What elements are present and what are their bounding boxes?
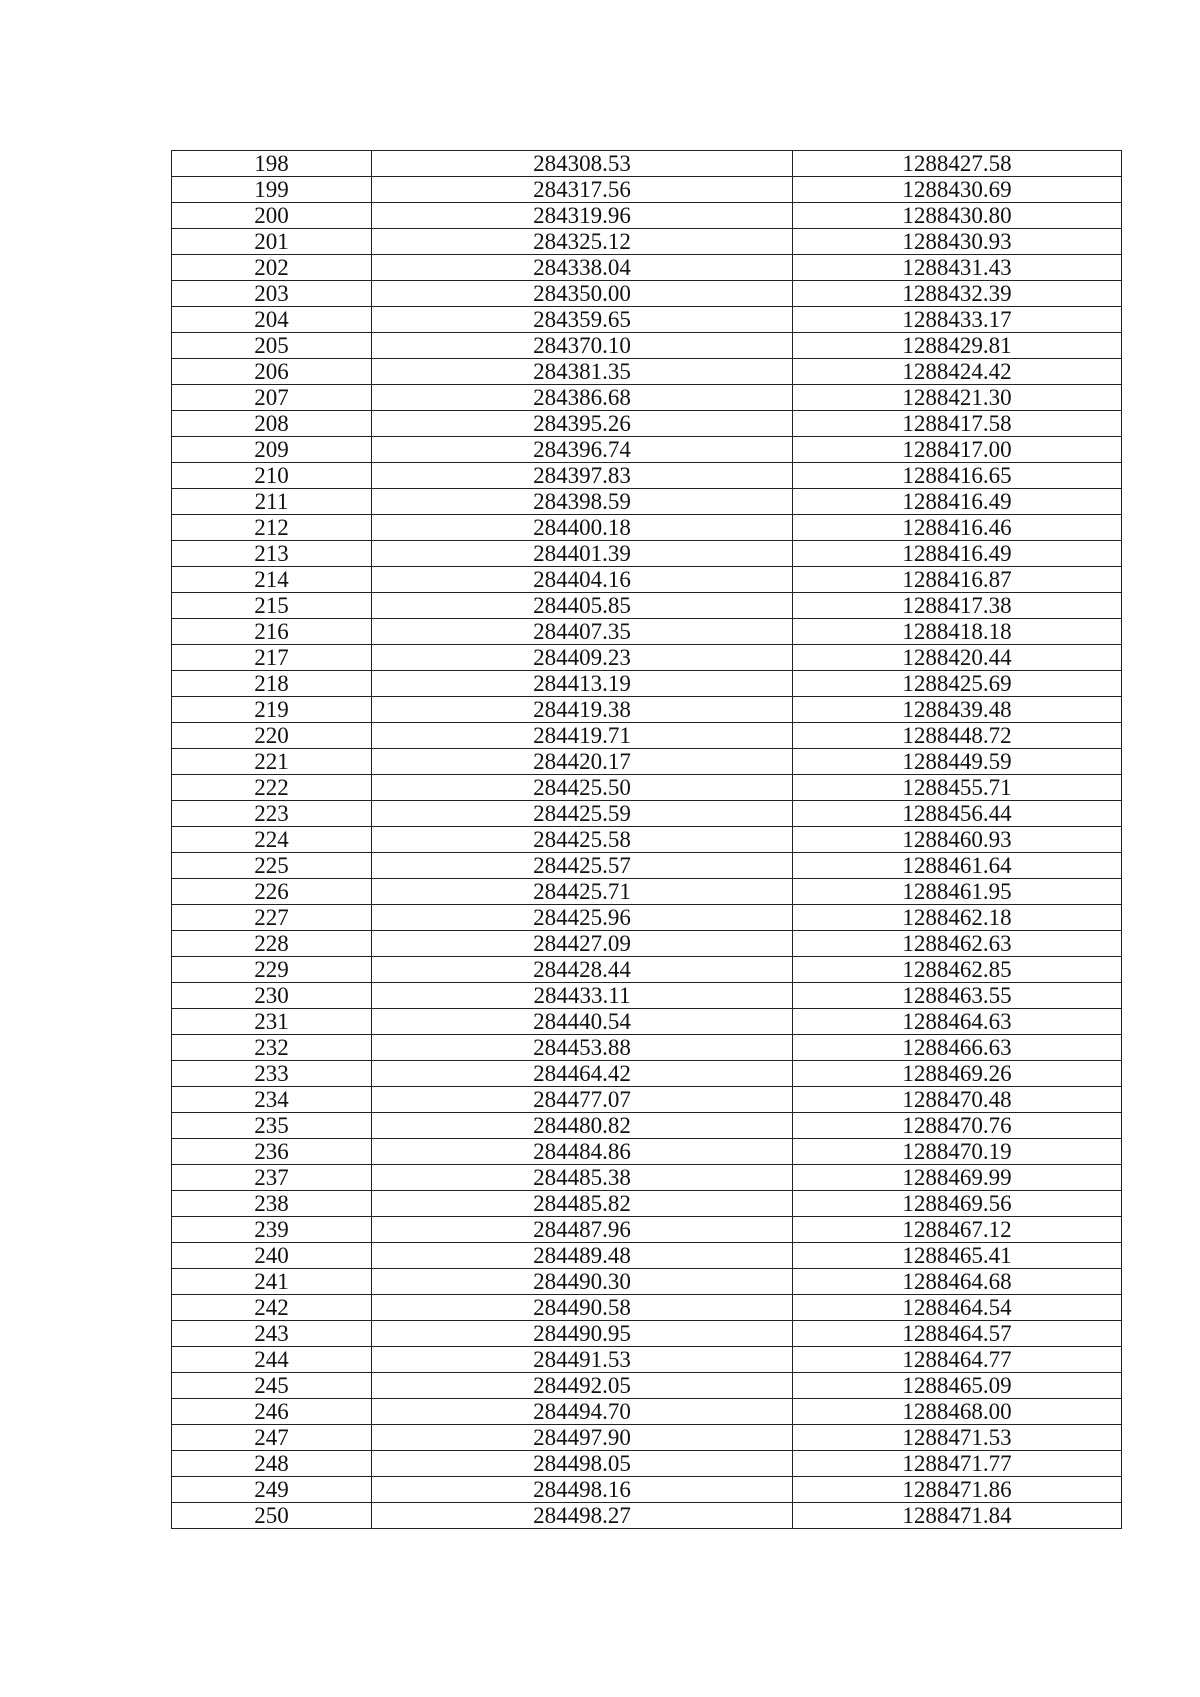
table-row (172, 723, 1122, 749)
y-coordinate-cell: 1288462.18 (793, 905, 1122, 931)
y-coordinate-cell: 1288464.57 (793, 1321, 1122, 1347)
y-coordinate-cell: 1288416.46 (793, 515, 1122, 541)
y-coordinate-cell: 1288463.55 (793, 983, 1122, 1009)
y-coordinate-cell: 1288465.41 (793, 1243, 1122, 1269)
y-coordinate-cell: 1288462.63 (793, 931, 1122, 957)
x-coordinate-cell: 284497.90 (372, 1425, 793, 1451)
y-coordinate-cell: 1288433.17 (793, 307, 1122, 333)
point-number-cell: 244 (172, 1347, 372, 1373)
x-coordinate-cell: 284464.42 (372, 1061, 793, 1087)
x-coordinate-cell: 284427.09 (372, 931, 793, 957)
x-coordinate-cell: 284485.38 (372, 1165, 793, 1191)
x-coordinate-cell: 284494.70 (372, 1399, 793, 1425)
table-row (172, 333, 1122, 359)
x-coordinate-cell: 284419.71 (372, 723, 793, 749)
table-row (172, 1295, 1122, 1321)
point-number-cell: 206 (172, 359, 372, 385)
y-coordinate-cell: 1288416.65 (793, 463, 1122, 489)
x-coordinate-cell: 284492.05 (372, 1373, 793, 1399)
point-number-cell: 241 (172, 1269, 372, 1295)
y-coordinate-cell: 1288462.85 (793, 957, 1122, 983)
x-coordinate-cell: 284401.39 (372, 541, 793, 567)
y-coordinate-cell: 1288431.43 (793, 255, 1122, 281)
point-number-cell: 228 (172, 931, 372, 957)
y-coordinate-cell: 1288460.93 (793, 827, 1122, 853)
x-coordinate-cell: 284490.95 (372, 1321, 793, 1347)
y-coordinate-cell: 1288430.80 (793, 203, 1122, 229)
point-number-cell: 240 (172, 1243, 372, 1269)
y-coordinate-cell: 1288464.63 (793, 1009, 1122, 1035)
point-number-cell: 205 (172, 333, 372, 359)
y-coordinate-cell: 1288417.00 (793, 437, 1122, 463)
y-coordinate-cell: 1288464.54 (793, 1295, 1122, 1321)
y-coordinate-cell: 1288429.81 (793, 333, 1122, 359)
point-number-cell: 203 (172, 281, 372, 307)
x-coordinate-cell: 284425.50 (372, 775, 793, 801)
x-coordinate-cell: 284491.53 (372, 1347, 793, 1373)
point-number-cell: 208 (172, 411, 372, 437)
y-coordinate-cell: 1288439.48 (793, 697, 1122, 723)
x-coordinate-cell: 284433.11 (372, 983, 793, 1009)
point-number-cell: 242 (172, 1295, 372, 1321)
point-number-cell: 207 (172, 385, 372, 411)
y-coordinate-cell: 1288461.64 (793, 853, 1122, 879)
y-coordinate-cell: 1288461.95 (793, 879, 1122, 905)
x-coordinate-cell: 284308.53 (372, 151, 793, 177)
y-coordinate-cell: 1288470.48 (793, 1087, 1122, 1113)
y-coordinate-cell: 1288420.44 (793, 645, 1122, 671)
point-number-cell: 216 (172, 619, 372, 645)
point-number-cell: 199 (172, 177, 372, 203)
table-row (172, 801, 1122, 827)
table-row (172, 879, 1122, 905)
table-row (172, 983, 1122, 1009)
y-coordinate-cell: 1288471.84 (793, 1503, 1122, 1529)
point-number-cell: 219 (172, 697, 372, 723)
table-row (172, 1477, 1122, 1503)
x-coordinate-cell: 284489.48 (372, 1243, 793, 1269)
point-number-cell: 239 (172, 1217, 372, 1243)
point-number-cell: 211 (172, 489, 372, 515)
table-row (172, 1269, 1122, 1295)
point-number-cell: 213 (172, 541, 372, 567)
point-number-cell: 223 (172, 801, 372, 827)
point-number-cell: 202 (172, 255, 372, 281)
y-coordinate-cell: 1288470.19 (793, 1139, 1122, 1165)
y-coordinate-cell: 1288432.39 (793, 281, 1122, 307)
table-row (172, 593, 1122, 619)
x-coordinate-cell: 284397.83 (372, 463, 793, 489)
point-number-cell: 198 (172, 151, 372, 177)
table-row (172, 671, 1122, 697)
table-row (172, 177, 1122, 203)
table-row (172, 1347, 1122, 1373)
y-coordinate-cell: 1288464.68 (793, 1269, 1122, 1295)
x-coordinate-cell: 284398.59 (372, 489, 793, 515)
y-coordinate-cell: 1288471.53 (793, 1425, 1122, 1451)
point-number-cell: 224 (172, 827, 372, 853)
point-number-cell: 232 (172, 1035, 372, 1061)
x-coordinate-cell: 284485.82 (372, 1191, 793, 1217)
point-number-cell: 200 (172, 203, 372, 229)
table-row (172, 1061, 1122, 1087)
x-coordinate-cell: 284425.71 (372, 879, 793, 905)
x-coordinate-cell: 284386.68 (372, 385, 793, 411)
point-number-cell: 234 (172, 1087, 372, 1113)
table-row (172, 853, 1122, 879)
y-coordinate-cell: 1288455.71 (793, 775, 1122, 801)
table-row (172, 827, 1122, 853)
x-coordinate-cell: 284325.12 (372, 229, 793, 255)
table-row (172, 1191, 1122, 1217)
table-row (172, 1243, 1122, 1269)
y-coordinate-cell: 1288417.38 (793, 593, 1122, 619)
table-row (172, 1139, 1122, 1165)
table-row (172, 775, 1122, 801)
table-row (172, 281, 1122, 307)
x-coordinate-cell: 284338.04 (372, 255, 793, 281)
x-coordinate-cell: 284405.85 (372, 593, 793, 619)
y-coordinate-cell: 1288425.69 (793, 671, 1122, 697)
table-row (172, 905, 1122, 931)
x-coordinate-cell: 284498.05 (372, 1451, 793, 1477)
table-row (172, 359, 1122, 385)
x-coordinate-cell: 284453.88 (372, 1035, 793, 1061)
x-coordinate-cell: 284370.10 (372, 333, 793, 359)
table-row (172, 749, 1122, 775)
point-number-cell: 212 (172, 515, 372, 541)
point-number-cell: 250 (172, 1503, 372, 1529)
point-number-cell: 201 (172, 229, 372, 255)
x-coordinate-cell: 284381.35 (372, 359, 793, 385)
y-coordinate-cell: 1288471.86 (793, 1477, 1122, 1503)
y-coordinate-cell: 1288469.26 (793, 1061, 1122, 1087)
point-number-cell: 222 (172, 775, 372, 801)
table-row (172, 957, 1122, 983)
table-row (172, 411, 1122, 437)
point-number-cell: 233 (172, 1061, 372, 1087)
point-number-cell: 225 (172, 853, 372, 879)
y-coordinate-cell: 1288430.69 (793, 177, 1122, 203)
table-row (172, 229, 1122, 255)
y-coordinate-cell: 1288427.58 (793, 151, 1122, 177)
table-row (172, 697, 1122, 723)
table-row (172, 931, 1122, 957)
table-row (172, 1165, 1122, 1191)
x-coordinate-cell: 284400.18 (372, 515, 793, 541)
y-coordinate-cell: 1288466.63 (793, 1035, 1122, 1061)
table-row (172, 1035, 1122, 1061)
table-row (172, 567, 1122, 593)
x-coordinate-cell: 284487.96 (372, 1217, 793, 1243)
x-coordinate-cell: 284396.74 (372, 437, 793, 463)
point-number-cell: 210 (172, 463, 372, 489)
point-number-cell: 218 (172, 671, 372, 697)
table-row (172, 1009, 1122, 1035)
point-number-cell: 249 (172, 1477, 372, 1503)
table-row (172, 1087, 1122, 1113)
table-row (172, 203, 1122, 229)
x-coordinate-cell: 284425.58 (372, 827, 793, 853)
x-coordinate-cell: 284425.57 (372, 853, 793, 879)
x-coordinate-cell: 284413.19 (372, 671, 793, 697)
x-coordinate-cell: 284420.17 (372, 749, 793, 775)
point-number-cell: 247 (172, 1425, 372, 1451)
table-row (172, 1451, 1122, 1477)
y-coordinate-cell: 1288417.58 (793, 411, 1122, 437)
table-row (172, 1217, 1122, 1243)
x-coordinate-cell: 284484.86 (372, 1139, 793, 1165)
x-coordinate-cell: 284317.56 (372, 177, 793, 203)
point-number-cell: 226 (172, 879, 372, 905)
y-coordinate-cell: 1288469.99 (793, 1165, 1122, 1191)
table-row (172, 1399, 1122, 1425)
x-coordinate-cell: 284498.16 (372, 1477, 793, 1503)
table-row (172, 463, 1122, 489)
table-row (172, 619, 1122, 645)
x-coordinate-cell: 284428.44 (372, 957, 793, 983)
table-row (172, 151, 1122, 177)
coordinates-table (171, 150, 1122, 1529)
y-coordinate-cell: 1288469.56 (793, 1191, 1122, 1217)
point-number-cell: 217 (172, 645, 372, 671)
x-coordinate-cell: 284319.96 (372, 203, 793, 229)
point-number-cell: 220 (172, 723, 372, 749)
x-coordinate-cell: 284425.96 (372, 905, 793, 931)
y-coordinate-cell: 1288418.18 (793, 619, 1122, 645)
table-row (172, 255, 1122, 281)
table-row (172, 541, 1122, 567)
point-number-cell: 231 (172, 1009, 372, 1035)
x-coordinate-cell: 284395.26 (372, 411, 793, 437)
y-coordinate-cell: 1288430.93 (793, 229, 1122, 255)
table-row (172, 489, 1122, 515)
point-number-cell: 245 (172, 1373, 372, 1399)
x-coordinate-cell: 284404.16 (372, 567, 793, 593)
x-coordinate-cell: 284407.35 (372, 619, 793, 645)
point-number-cell: 248 (172, 1451, 372, 1477)
point-number-cell: 237 (172, 1165, 372, 1191)
y-coordinate-cell: 1288467.12 (793, 1217, 1122, 1243)
table-row (172, 1503, 1122, 1529)
y-coordinate-cell: 1288468.00 (793, 1399, 1122, 1425)
table-row (172, 1113, 1122, 1139)
y-coordinate-cell: 1288424.42 (793, 359, 1122, 385)
table-row (172, 1425, 1122, 1451)
x-coordinate-cell: 284409.23 (372, 645, 793, 671)
point-number-cell: 238 (172, 1191, 372, 1217)
x-coordinate-cell: 284359.65 (372, 307, 793, 333)
table-row (172, 645, 1122, 671)
y-coordinate-cell: 1288416.49 (793, 489, 1122, 515)
point-number-cell: 227 (172, 905, 372, 931)
point-number-cell: 214 (172, 567, 372, 593)
y-coordinate-cell: 1288456.44 (793, 801, 1122, 827)
x-coordinate-cell: 284477.07 (372, 1087, 793, 1113)
x-coordinate-cell: 284350.00 (372, 281, 793, 307)
y-coordinate-cell: 1288448.72 (793, 723, 1122, 749)
point-number-cell: 215 (172, 593, 372, 619)
y-coordinate-cell: 1288449.59 (793, 749, 1122, 775)
y-coordinate-cell: 1288465.09 (793, 1373, 1122, 1399)
table-row (172, 437, 1122, 463)
table-row (172, 1373, 1122, 1399)
point-number-cell: 235 (172, 1113, 372, 1139)
point-number-cell: 246 (172, 1399, 372, 1425)
point-number-cell: 209 (172, 437, 372, 463)
point-number-cell: 243 (172, 1321, 372, 1347)
table-row (172, 307, 1122, 333)
x-coordinate-cell: 284490.30 (372, 1269, 793, 1295)
x-coordinate-cell: 284425.59 (372, 801, 793, 827)
x-coordinate-cell: 284498.27 (372, 1503, 793, 1529)
x-coordinate-cell: 284490.58 (372, 1295, 793, 1321)
point-number-cell: 204 (172, 307, 372, 333)
x-coordinate-cell: 284480.82 (372, 1113, 793, 1139)
point-number-cell: 236 (172, 1139, 372, 1165)
y-coordinate-cell: 1288470.76 (793, 1113, 1122, 1139)
y-coordinate-cell: 1288421.30 (793, 385, 1122, 411)
point-number-cell: 221 (172, 749, 372, 775)
table-row (172, 1321, 1122, 1347)
table-row (172, 385, 1122, 411)
y-coordinate-cell: 1288464.77 (793, 1347, 1122, 1373)
coordinates-table-body (172, 151, 1122, 1529)
table-row (172, 515, 1122, 541)
point-number-cell: 229 (172, 957, 372, 983)
x-coordinate-cell: 284440.54 (372, 1009, 793, 1035)
y-coordinate-cell: 1288471.77 (793, 1451, 1122, 1477)
y-coordinate-cell: 1288416.87 (793, 567, 1122, 593)
point-number-cell: 230 (172, 983, 372, 1009)
y-coordinate-cell: 1288416.49 (793, 541, 1122, 567)
x-coordinate-cell: 284419.38 (372, 697, 793, 723)
